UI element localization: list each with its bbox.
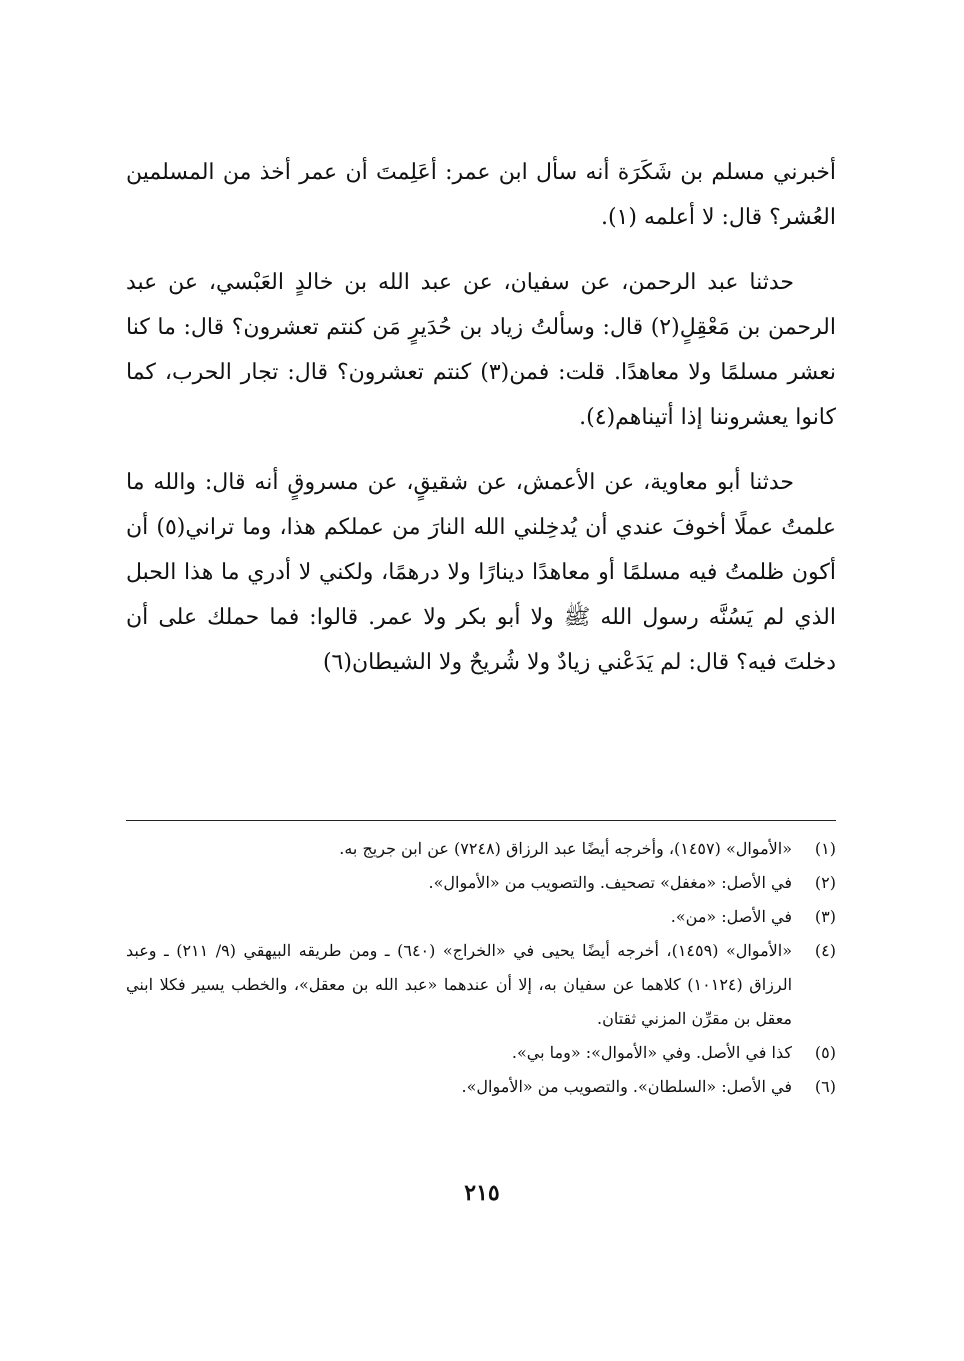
main-text [126, 150, 836, 705]
footnote-number: (٤) [814, 941, 836, 960]
footnotes [126, 832, 836, 1104]
footnote-text: في الأصل: «السلطان». والتصويب من «الأموال». [461, 1077, 792, 1096]
footnote-text: «الأموال» (١٤٥٩)، أخرجه أيضًا يحيى في «الخراج» (٦٤٠) ـ ومن طريقه البيهقي (٩/ ٢١١) ـ وعبد الرزاق (١٠١٢٤) كلاهما عن سفيان به، إلا أن عندهما «عبد الله بن معقل»، والخطب يسير فكلا ابني معقل بن مقرِّن المزني ثقتان. [126, 941, 793, 1028]
page-number: ٢١٥ [464, 1180, 500, 1206]
footnote-5 [126, 1036, 836, 1070]
footnote-number: (٦) [814, 1077, 836, 1096]
footnote-number: (٢) [814, 873, 836, 892]
footnote-text: «الأموال» (١٤٥٧)، وأخرجه أيضًا عبد الرزاق (٧٢٤٨) عن ابن جريج به. [339, 839, 792, 858]
paragraph-3: حدثنا أبو معاوية، عن الأعمش، عن شقيقٍ، عن مسروقٍ أنه قال: والله ما علمتُ عملًا أخوفَ عندي أن يُدخِلني الله النارَ من عملكم هذا، وما تراني(٥) أن أكون ظلمتُ فيه مسلمًا أو معاهدًا دينارًا ولا درهمًا، ولكني لا أدري ما هذا الحبل الذي لم يَسُنَّه رسول الله ﷺ ولا أبو بكر ولا عمر. قالوا: فما حملك على أن دخلتَ فيه؟ قال: لم يَدَعْني زيادٌ ولا شُريحٌ ولا الشيطان(٦) [126, 470, 837, 675]
footnote-1 [126, 832, 836, 866]
paragraph-2: حدثنا عبد الرحمن، عن سفيان، عن عبد الله بن خالدٍ العَبْسي، عن عبد الرحمن بن مَعْقِلٍ(٢) قال: وسألتُ زياد بن حُدَيرٍ مَن كنتم تعشرون؟ قال: ما كنا نعشر مسلمًا ولا معاهدًا. قلت: فمن(٣) كنتم تعشرون؟ قال: تجار الحرب، كما كانوا يعشروننا إذا أتيناهم(٤). [126, 270, 836, 430]
footnote-4 [126, 934, 836, 1036]
footnote-2 [126, 866, 836, 900]
footnote-6 [126, 1070, 836, 1104]
paragraph-1: أخبرني مسلم بن شَكَرَة أنه سأل ابن عمر: أعَلِمتَ أن عمر أخذ من المسلمين العُشر؟ قال: لا أعلمه (١). [126, 160, 836, 230]
footnote-number: (١) [814, 839, 836, 858]
footnote-text: كذا في الأصل. وفي «الأموال»: «وما بي». [511, 1043, 792, 1062]
footnote-3 [126, 900, 836, 934]
footnote-number: (٥) [814, 1043, 836, 1062]
footnote-divider [126, 820, 836, 821]
footnote-text: في الأصل: «من». [670, 907, 792, 926]
footnote-text: في الأصل: «مغفل» تصحيف. والتصويب من «الأموال». [428, 873, 792, 892]
footnote-number: (٣) [814, 907, 836, 926]
